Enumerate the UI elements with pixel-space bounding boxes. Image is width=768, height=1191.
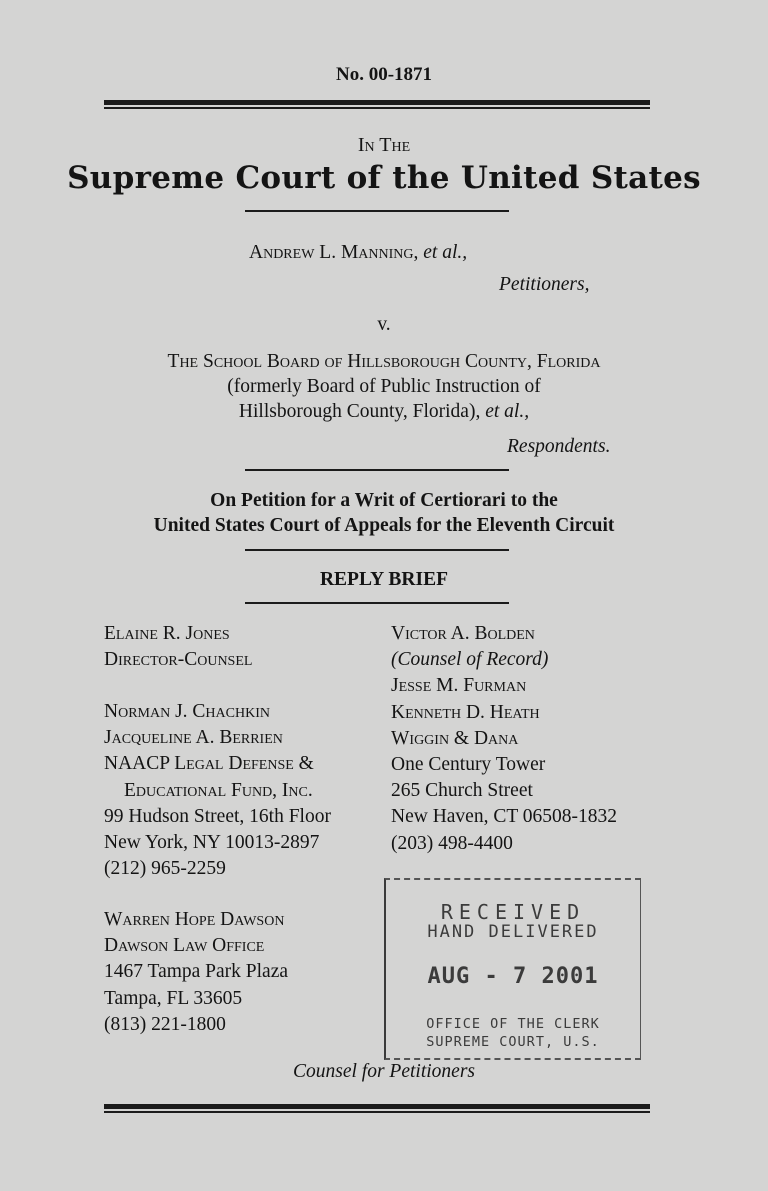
- respondent-role: Respondents.: [507, 436, 611, 457]
- firm-name: Wiggin & Dana: [391, 727, 519, 749]
- versus: v.: [377, 314, 391, 335]
- phone-number: (813) 221-1800: [104, 1013, 226, 1035]
- brief-title: REPLY BRIEF: [319, 569, 449, 590]
- court-name: Supreme Court of the United States: [67, 160, 701, 196]
- stamp-date: AUG - 7 2001: [427, 964, 599, 989]
- petitioner-line: [249, 240, 467, 265]
- counsel-name: Jesse M. Furman: [391, 675, 527, 697]
- counsel-left-group-1: [104, 621, 252, 673]
- respondent-et-al: et al.,: [485, 401, 530, 422]
- petitioner-role: Petitioners,: [499, 274, 590, 295]
- address-building: One Century Tower: [391, 754, 546, 776]
- counsel-left-group-3: [104, 907, 288, 1038]
- petition-line-2: United States Court of Appeals for the Eleventh Circuit: [153, 515, 615, 536]
- petition-line-1: On Petition for a Writ of Certiorari to the: [210, 490, 558, 511]
- petitioner-name: Andrew L. Manning,: [249, 242, 419, 263]
- organization-line-2: Educational Fund, Inc.: [124, 779, 313, 801]
- rule-under-title: [245, 602, 509, 604]
- counsel-left-group-2: [104, 699, 331, 882]
- rule-under-court: [245, 210, 509, 212]
- bottom-double-rule: [104, 1104, 650, 1113]
- received-stamp: [384, 878, 641, 1060]
- stamp-hand-delivered: HAND DELIVERED: [427, 922, 599, 942]
- counsel-name: Jacqueline A. Berrien: [104, 727, 283, 749]
- counsel-name: Kenneth D. Heath: [391, 701, 540, 723]
- address-city: New York, NY 10013-2897: [104, 832, 320, 854]
- stamp-office: OFFICE OF THE CLERK: [426, 1016, 600, 1032]
- petitioner-et-al: et al.,: [423, 242, 468, 263]
- firm-name: Dawson Law Office: [104, 935, 265, 957]
- respondent-line-2: (formerly Board of Public Instruction of: [227, 376, 541, 397]
- counsel-name: Warren Hope Dawson: [104, 909, 285, 930]
- address-city: Tampa, FL 33605: [104, 987, 243, 1009]
- rule-under-respondents: [245, 469, 509, 471]
- counsel-for-petitioners: Counsel for Petitioners: [293, 1061, 475, 1082]
- address-street: 265 Church Street: [391, 780, 533, 802]
- phone-number: (212) 965-2259: [104, 858, 226, 880]
- in-the-heading: In The: [357, 134, 411, 156]
- respondent-line-3-text: Hillsborough County, Florida),: [238, 401, 481, 422]
- stamp-received: RECEIVED: [440, 900, 586, 924]
- phone-number: (203) 498-4400: [391, 832, 513, 854]
- counsel-name: Norman J. Chachkin: [104, 701, 270, 722]
- respondent-line-3: [0, 399, 768, 424]
- counsel-name: Elaine R. Jones: [104, 623, 230, 644]
- address-street: 99 Hudson Street, 16th Floor: [104, 805, 331, 827]
- docket-number: No. 00-1871: [335, 64, 433, 85]
- rule-under-petition: [245, 549, 509, 551]
- address-street: 1467 Tampa Park Plaza: [104, 961, 289, 983]
- stamp-court: SUPREME COURT, U.S.: [426, 1034, 600, 1050]
- top-double-rule: [104, 100, 650, 109]
- counsel-name: Victor A. Bolden: [391, 623, 535, 644]
- counsel-of-record: (Counsel of Record): [391, 649, 549, 671]
- address-city: New Haven, CT 06508-1832: [391, 806, 618, 828]
- organization-line-1: NAACP Legal Defense &: [104, 753, 314, 775]
- counsel-title: Director-Counsel: [104, 649, 253, 671]
- respondent-line-1: The School Board of Hillsborough County, Florida: [167, 351, 601, 372]
- counsel-right-column: [391, 621, 617, 857]
